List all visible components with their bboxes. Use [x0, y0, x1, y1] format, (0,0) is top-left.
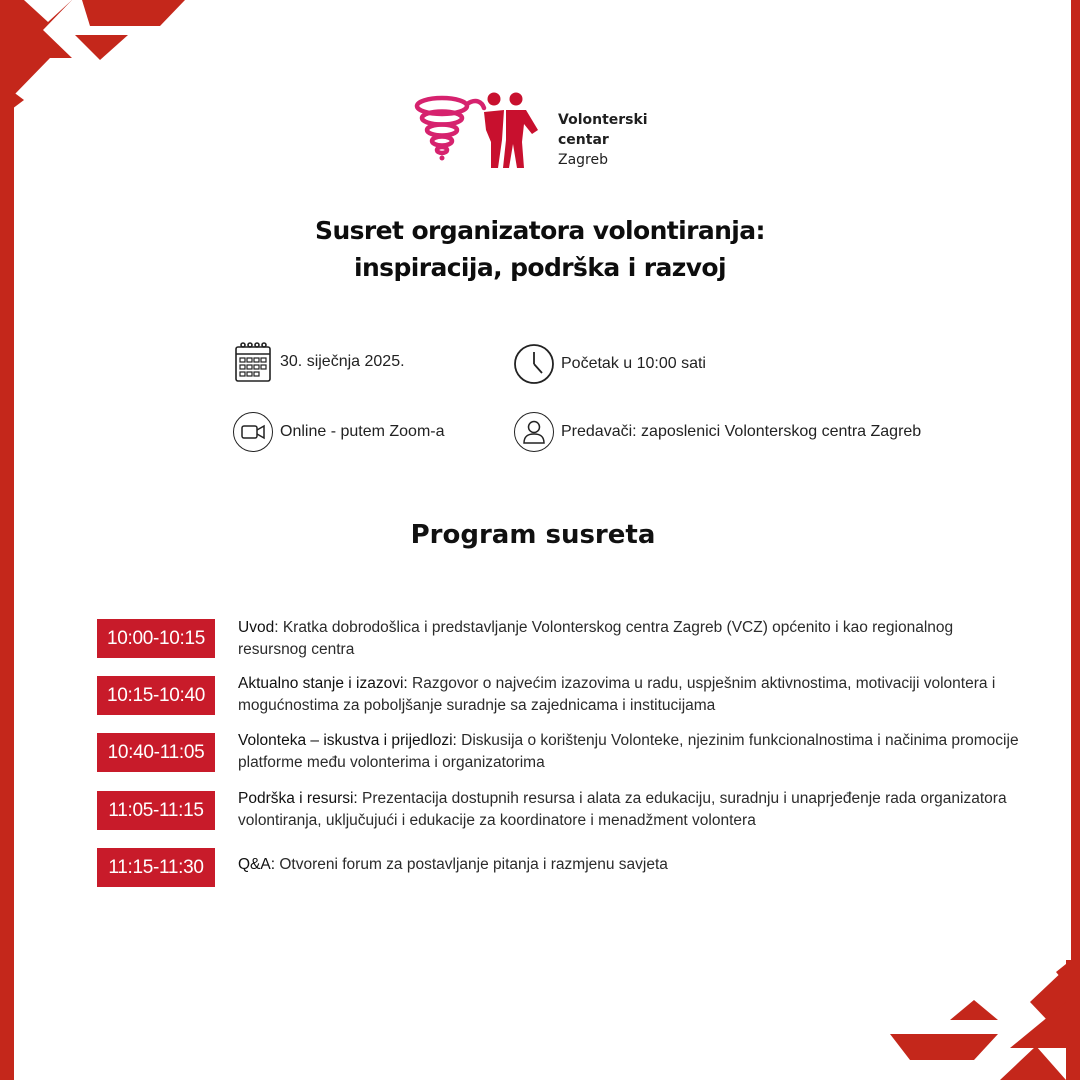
schedule-label: Uvod	[238, 619, 275, 636]
info-speakers	[513, 411, 921, 453]
title-line-1: Susret organizatora volontiranja:	[315, 216, 765, 245]
info-time	[513, 343, 706, 385]
schedule-separator: :	[274, 619, 283, 636]
logo-line-1: Volonterski	[558, 112, 648, 128]
program-heading: Program susreta	[410, 520, 656, 550]
event-location: Online - putem Zoom-a	[280, 423, 445, 440]
schedule-label: Q&A:	[238, 856, 276, 873]
event-start-time: Početak u 10:00 sati	[561, 355, 706, 372]
schedule-description	[238, 854, 1018, 876]
logo-line-3: Zagreb	[558, 152, 609, 168]
time-slot-badge: 10:40-11:05	[97, 733, 215, 772]
schedule-description	[238, 617, 1018, 661]
logo-line-2: centar	[558, 132, 609, 148]
time-slot-badge: 10:15-10:40	[97, 676, 215, 715]
info-location	[232, 411, 445, 453]
schedule-label: Aktualno stanje i izazovi:	[238, 675, 408, 692]
logo-text	[558, 110, 648, 170]
schedule-description	[238, 673, 1038, 717]
event-speakers: Predavači: zaposlenici Volonterskog centra Zagreb	[561, 423, 922, 440]
schedule-description	[238, 788, 1008, 832]
time-slot-badge: 11:15-11:30	[97, 848, 215, 887]
time-slot-badge: 11:05-11:15	[97, 791, 215, 830]
calendar-icon	[232, 341, 274, 383]
schedule-label: Volonteka – iskustva i prijedlozi:	[238, 732, 457, 749]
schedule-label: Podrška i resursi:	[238, 790, 358, 807]
video-icon-wrapper	[232, 411, 274, 453]
schedule-text: Razgovor o najvećim izazovima u radu, uspješnim aktivnostima, motivaciji volontera i mogućnostima za poboljšanje suradnje sa zajednicama i institucijama	[238, 675, 996, 714]
title-line-2: inspiracija, podrška i razvoj	[354, 253, 726, 282]
bottom-right-decoration	[890, 960, 1080, 1080]
event-date: 30. siječnja 2025.	[280, 353, 405, 370]
person-icon-wrapper	[513, 411, 555, 453]
frame-right	[1071, 0, 1080, 1080]
info-date	[232, 341, 405, 383]
schedule-text: Diskusija o korištenju Volonteke, njezinim funkcionalnostima i načinima promocije platforme među volonterima i organizatorima	[238, 732, 1019, 771]
schedule-description	[238, 730, 1038, 774]
person-icon	[514, 412, 554, 452]
schedule-text: Kratka dobrodošlica i predstavljanje Volonterskog centra Zagreb (VCZ) općenito i kao regionalnog resursnog centra	[238, 619, 954, 658]
page-title	[0, 212, 1080, 286]
schedule-text: Otvoreni forum za postavljanje pitanja i razmjenu savjeta	[279, 856, 668, 873]
schedule-text: Prezentacija dostupnih resursa i alata za edukaciju, suradnju i unaprjeđenje rada organizatora volontiranja, uključujući i edukacije za koordinatore i menadžment volontera	[238, 790, 1007, 829]
top-left-decoration	[0, 0, 190, 115]
logo	[414, 90, 654, 172]
video-camera-icon	[233, 412, 273, 452]
logo-mark-icon	[414, 90, 554, 172]
time-slot-badge: 10:00-10:15	[97, 619, 215, 658]
clock-icon	[513, 343, 555, 385]
